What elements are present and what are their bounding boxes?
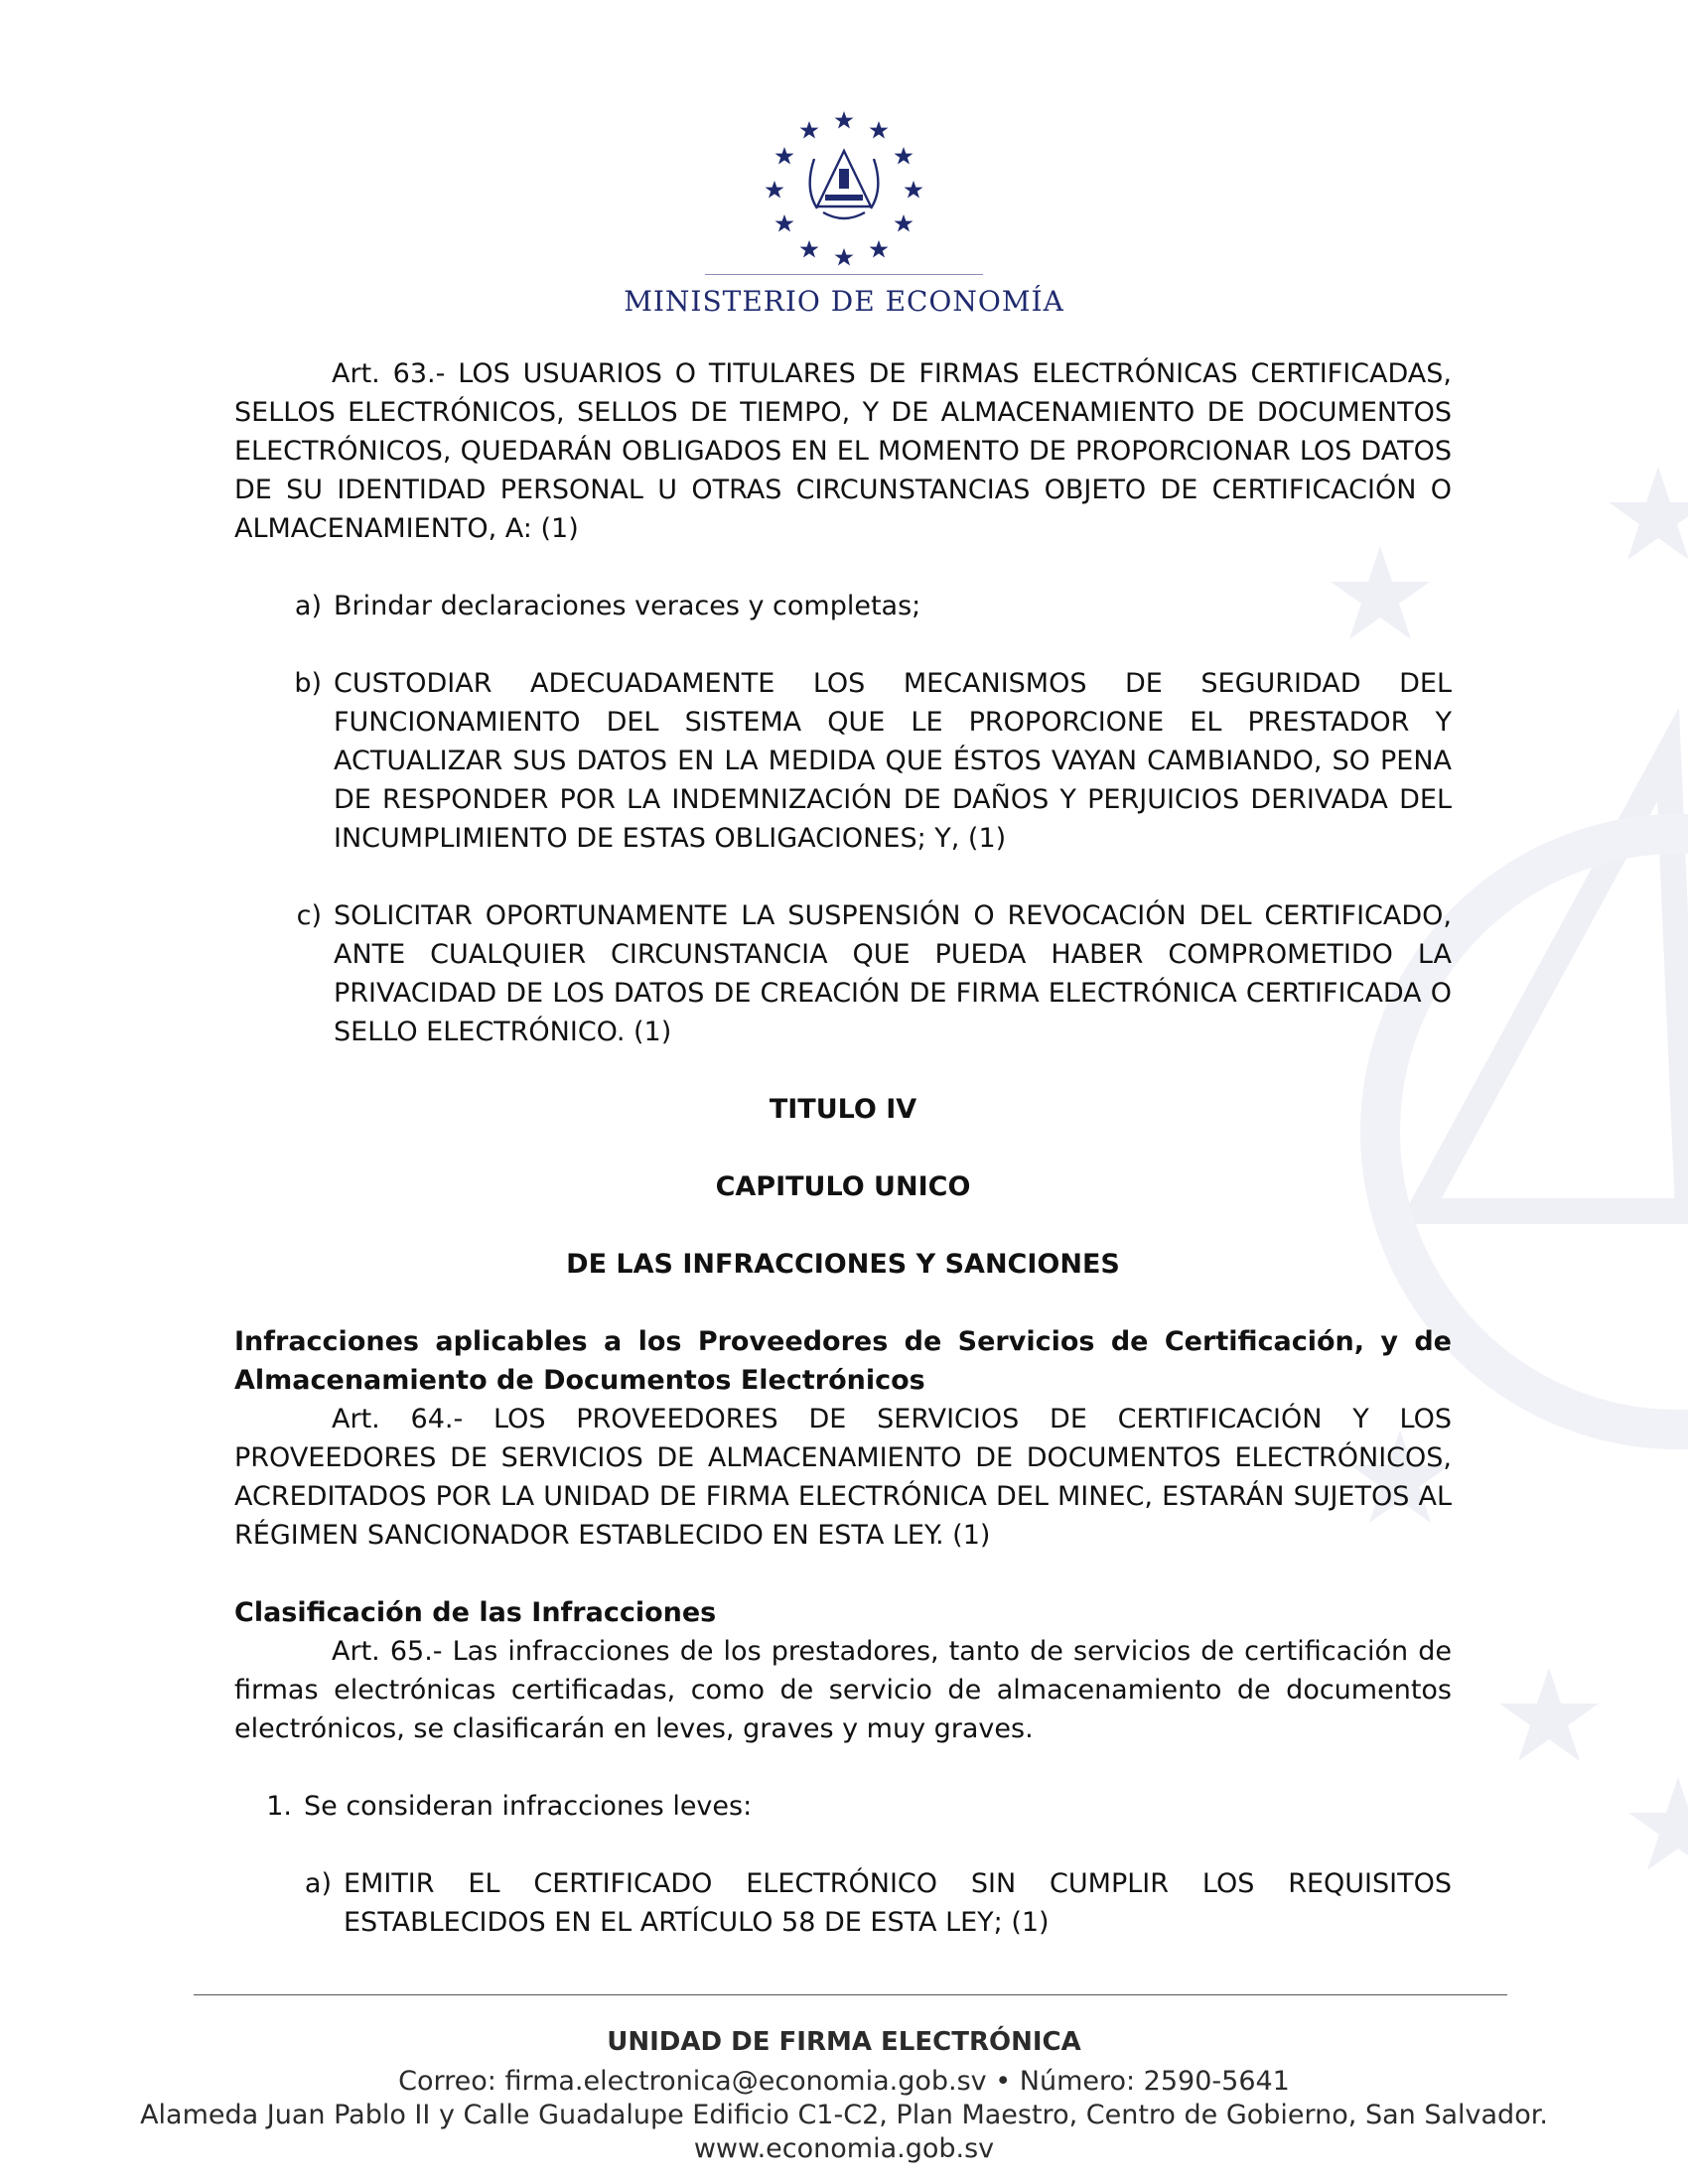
- footer-rule: [194, 1994, 1507, 1995]
- letterhead: [0, 109, 1688, 318]
- titulo-heading: TITULO IV: [769, 1094, 917, 1125]
- numbered-item: [234, 1787, 1452, 1826]
- footer-address: Alameda Juan Pablo II y Calle Guadalupe Edificio C1-C2, Plan Maestro, Centro de Gobierno, San Salvador.: [140, 2100, 1548, 2130]
- art63-intro: Art. 63.- LOS USUARIOS O TITULARES DE FIRMAS ELECTRÓNICAS CERTIFICADAS, SELLOS ELECTRÓNICOS, SELLOS DE TIEMPO, Y DE ALMACENAMIENTO DE DOCUMENTOS ELECTRÓNICOS, QUEDARÁN OBLIGADOS EN EL MOMENTO DE PROPORCIONAR LOS DATOS DE SU IDENTIDAD PERSONAL U OTRAS CIRCUNSTANCIAS OBJETO DE CERTIFICACIÓN O ALMACENAMIENTO, A: (1): [234, 358, 1452, 544]
- national-seal-icon: [760, 109, 928, 268]
- footer: [0, 2025, 1688, 2166]
- sub-list-text: EMITIR EL CERTIFICADO ELECTRÓNICO SIN CUMPLIR LOS REQUISITOS ESTABLECIDOS EN EL ARTÍCULO 58 DE ESTA LEY; (1): [344, 1868, 1452, 1938]
- footer-unit: UNIDAD DE FIRMA ELECTRÓNICA: [607, 2027, 1081, 2057]
- footer-website: www.economia.gob.sv: [693, 2133, 995, 2164]
- list-marker: a): [294, 591, 322, 621]
- list-text: CUSTODIAR ADECUADAMENTE LOS MECANISMOS DE SEGURIDAD DEL FUNCIONAMIENTO DEL SISTEMA QUE LE PROPORCIONE EL PRESTADOR Y ACTUALIZAR SUS DATOS EN LA MEDIDA QUE ÉSTOS VAYAN CAMBIANDO, SO PENA DE RESPONDER POR LA INDEMNIZACIÓN DE DAÑOS Y PERJUICIOS DERIVADA DEL INCUMPLIMIENTO DE ESTAS OBLIGACIONES; Y, (1): [334, 668, 1452, 854]
- capitulo-heading: CAPITULO UNICO: [715, 1171, 971, 1202]
- list-marker: b): [294, 668, 322, 699]
- numbered-text: Se consideran infracciones leves:: [304, 1791, 753, 1822]
- art64-text: Art. 64.- LOS PROVEEDORES DE SERVICIOS DE CERTIFICACIÓN Y LOS PROVEEDORES DE SERVICIOS DE ALMACENAMIENTO DE DOCUMENTOS ELECTRÓNICOS, ACREDITADOS POR LA UNIDAD DE FIRMA ELECTRÓNICA DEL MINEC, ESTARÁN SUJETOS AL RÉGIMEN SANCIONADOR ESTABLECIDO EN ESTA LEY. (1): [234, 1404, 1452, 1551]
- ministry-rule: [705, 274, 983, 275]
- art65-text: Art. 65.- Las infracciones de los prestadores, tanto de servicios de certificación de firmas electrónicas certificadas, como de servicio de almacenamiento de documentos electrónicos, se clasificarán en leves, graves y muy graves.: [234, 1636, 1452, 1744]
- section-heading: DE LAS INFRACCIONES Y SANCIONES: [566, 1249, 1120, 1280]
- sub-list-item: [234, 1864, 1452, 1942]
- list-item: [234, 587, 1452, 625]
- list-item: [234, 896, 1452, 1051]
- document-body: [234, 354, 1452, 1942]
- watermark-star: [1609, 467, 1688, 560]
- watermark-star: [1628, 1777, 1688, 1870]
- list-marker: c): [296, 900, 322, 931]
- numbered-marker: 1.: [266, 1791, 292, 1822]
- ministry-name: MINISTERIO DE ECONOMÍA: [624, 285, 1064, 318]
- art64-heading: Infracciones aplicables a los Proveedores de Servicios de Certificación, y de Almacenamiento de Documentos Electrónicos: [234, 1326, 1452, 1396]
- sub-list-marker: a): [304, 1868, 332, 1899]
- list-text: Brindar declaraciones veraces y completas;: [334, 591, 921, 621]
- footer-contact: Correo: firma.electronica@economia.gob.sv • Número: 2590-5641: [398, 2066, 1290, 2097]
- list-item: [234, 664, 1452, 858]
- list-text: SOLICITAR OPORTUNAMENTE LA SUSPENSIÓN O REVOCACIÓN DEL CERTIFICADO, ANTE CUALQUIER CIRCUNSTANCIA QUE PUEDA HABER COMPROMETIDO LA PRIVACIDAD DE LOS DATOS DE CREACIÓN DE FIRMA ELECTRÓNICA CERTIFICADA O SELLO ELECTRÓNICO. (1): [334, 900, 1452, 1047]
- art65-heading: Clasificación de las Infracciones: [234, 1597, 717, 1628]
- watermark-star: [1499, 1668, 1599, 1761]
